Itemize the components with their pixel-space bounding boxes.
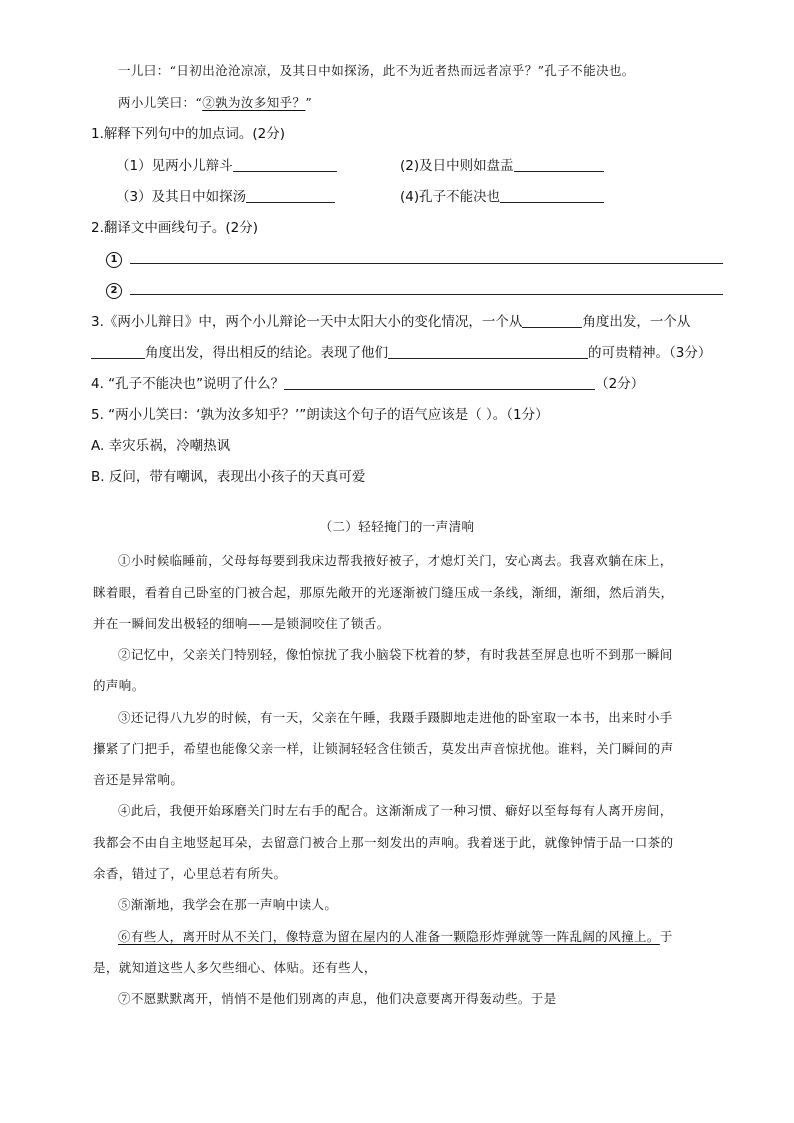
paragraph-6-underlined-sentence: ⑥有些人，离开时从不关门，像特意为留在屋内的人准备一颗隐形炸弹就等一阵乱阔的风撞上。 — [118, 929, 660, 944]
question-1-item-1-text: （1）见两小儿辩斗 — [116, 158, 233, 174]
answer-line-2[interactable] — [130, 294, 723, 295]
answer-marker-2 — [106, 281, 122, 299]
answer-blank[interactable] — [91, 344, 145, 359]
paragraph-6-line-2: 是，就知道这些人多欠些细心、体贴。还有些人， — [93, 960, 377, 975]
classical-line-1: 一儿曰：“日初出沧沧凉凉，及其日中如探汤，此不为近者热而远者凉乎？”孔子不能决也。 — [118, 63, 635, 78]
question-3-text-d: 的可贵精神。（3分） — [588, 345, 712, 361]
paragraph-4-line-3: 余香，错过了，心里总若有所失。 — [93, 866, 287, 881]
paragraph-2-line-2: 的声响。 — [93, 678, 145, 693]
classical-line-2-suffix: ” — [305, 95, 313, 110]
paragraph-2-line-1: ②记忆中，父亲关门特别轻，像怕惊扰了我小脑袋下枕着的梦，有时我甚至屏息也听不到那一瞬间 — [118, 647, 673, 662]
question-3-line-2 — [91, 344, 711, 362]
circled-number-2: 2 — [106, 283, 122, 299]
paragraph-1-line-3: 并在一瞬间发出极轻的细响——是锁洞咬住了锁舌。 — [93, 616, 390, 631]
paragraph-6-tail: 于 — [659, 929, 673, 944]
question-1-item-3 — [116, 188, 335, 206]
question-4 — [91, 375, 644, 393]
question-3-text-b: 角度出发，一个从 — [582, 314, 691, 330]
paragraph-6-line-1 — [118, 928, 673, 946]
answer-blank[interactable] — [388, 344, 588, 359]
question-4-score: （2分） — [595, 376, 645, 392]
question-1-item-4 — [400, 188, 604, 206]
passage-title: （二）轻轻掩门的一声清响 — [319, 519, 475, 534]
classical-line-2-prefix: 两小儿笑曰：“ — [118, 95, 203, 110]
question-3-line-1 — [91, 313, 690, 331]
paragraph-7-line-1: ⑦不愿默默离开，悄悄不是他们别离的声息，他们决意要离开得轰动些。于是 — [118, 991, 557, 1006]
question-1-item-2-text: (2)及日中则如盘盂 — [400, 158, 514, 174]
paragraph-3-line-2: 攥紧了门把手，希望也能像父亲一样，让锁洞轻轻含住锁舌，莫发出声音惊扰他。谁料，关门瞬间的声 — [93, 741, 674, 756]
answer-blank[interactable] — [514, 157, 604, 172]
paragraph-1-line-1: ①小时候临睡前，父母每每要到我床边帮我掖好被子，才熄灯关门，安心离去。我喜欢躺在床上， — [118, 553, 673, 568]
answer-blank[interactable] — [246, 188, 335, 203]
question-1-item-1 — [116, 157, 337, 175]
answer-blank[interactable] — [500, 188, 604, 203]
question-3-text-a: 3.《两小儿辩日》中，两个小儿辩论一天中太阳大小的变化情况，一个从 — [91, 314, 523, 330]
answer-blank[interactable] — [233, 157, 337, 172]
question-1-item-2 — [400, 157, 604, 175]
classical-underlined-sentence-2: ②孰为汝多知乎？ — [202, 95, 306, 110]
question-3-text-c: 角度出发，得出相反的结论。表现了他们 — [145, 345, 388, 361]
circled-number-1: 1 — [106, 252, 122, 268]
paragraph-3-line-3: 音还是异常响。 — [93, 772, 184, 787]
paragraph-5-line-1: ⑤渐渐地，我学会在那一声响中读人。 — [118, 897, 338, 912]
answer-line-1[interactable] — [130, 263, 723, 264]
question-2-title: 2.翻译文中画线句子。(2分) — [91, 220, 259, 236]
question-5-option-a: A. 幸灾乐祸，冷嘲热讽 — [91, 438, 231, 454]
paragraph-4-line-2: 我都会不由自主地竖起耳朵，去留意门被合上那一刻发出的声响。我着迷于此，就像钟情于品一口茶的 — [93, 835, 674, 850]
question-5-option-b: B. 反问，带有嘲讽，表现出小孩子的天真可爱 — [91, 469, 366, 485]
question-1-item-3-text: （3）及其日中如探汤 — [116, 189, 247, 205]
classical-line-2 — [118, 94, 312, 112]
answer-blank[interactable] — [522, 313, 582, 328]
paragraph-1-line-2: 眯着眼，看着自己卧室的门被合起，那原先敞开的光逐渐被门缝压成一条线，渐细，渐细，然后消失， — [93, 585, 674, 600]
paragraph-3-line-1: ③还记得八九岁的时候，有一天，父亲在午睡，我蹑手蹑脚地走进他的卧室取一本书，出来时小手 — [118, 710, 673, 725]
question-1-title: 1.解释下列句中的加点词。(2分) — [91, 126, 286, 142]
paragraph-4-line-1: ④此后，我便开始琢磨关门时左右手的配合。这渐渐成了一种习惯、癖好以至每每有人离开房间， — [118, 803, 673, 818]
question-5: 5. “两小儿笑曰：‘孰为汝多知乎？’”朗读这个句子的语气应该是（ ）。（1分） — [91, 407, 549, 423]
answer-marker-1 — [106, 250, 122, 268]
question-1-item-4-text: (4)孔子不能决也 — [400, 189, 501, 205]
answer-blank[interactable] — [284, 375, 595, 390]
question-4-text: 4. “孔子不能决也”说明了什么？ — [91, 376, 285, 392]
